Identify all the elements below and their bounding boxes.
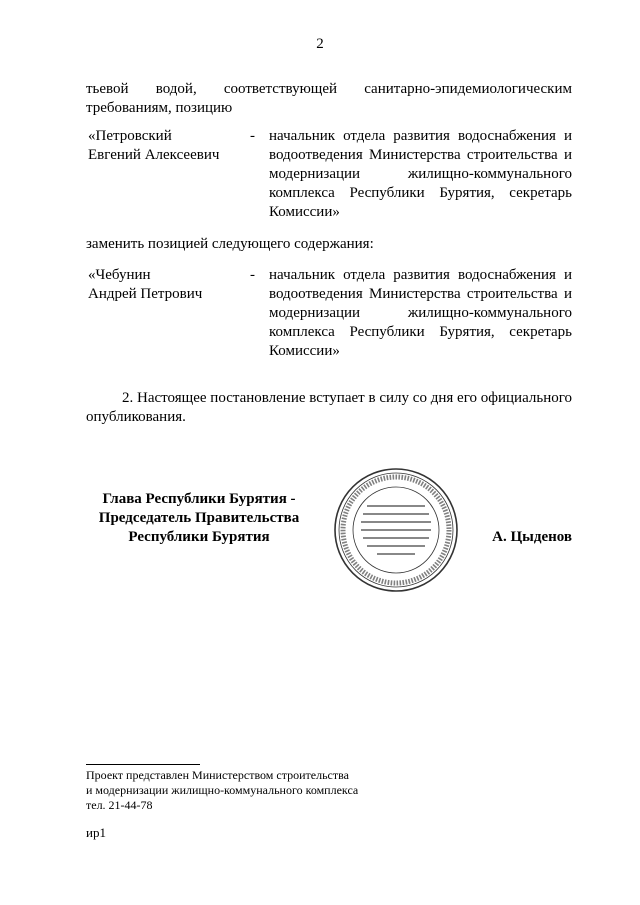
footnote-line-2: и модернизации жилищно-коммунального комплекса: [86, 783, 359, 797]
old-entry-dash: -: [250, 128, 255, 144]
document-code: ир1: [86, 825, 106, 840]
clause-2: 2. Настоящее постановление вступает в силу со дня его официального опубликования.: [86, 390, 572, 425]
old-entry-role: начальник отдела развития водоснабжения и водоотведения Министерства строительства и модернизации жилищно-коммунального комплекса Республики Бурятия, секретарь Комиссии»: [269, 128, 572, 220]
old-entry-surname: «Петровский: [88, 128, 172, 144]
old-entry-given-names: Евгений Алексеевич: [88, 147, 220, 163]
new-entry-role: начальник отдела развития водоснабжения и водоотведения Министерства строительства и модернизации жилищно-коммунального комплекса Республики Бурятия, секретарь Комиссии»: [269, 267, 572, 359]
signature-title-line-3: Республики Бурятия: [128, 529, 270, 545]
signature-title-line-2: Председатель Правительства: [98, 510, 300, 526]
new-entry-surname: «Чебунин: [88, 267, 151, 283]
footnote-phone: тел. 21-44-78: [86, 798, 153, 812]
footnote: [86, 768, 486, 813]
replace-instruction: заменить позицией следующего содержания:: [86, 236, 374, 252]
official-seal-stamp: [333, 467, 459, 593]
old-entry-person: [88, 127, 248, 165]
signatory-name: А. Цыденов: [492, 529, 572, 545]
paragraph-continuation: тьевой водой, соответствующей санитарно-эпидемиологическим требованиям, позицию: [86, 81, 572, 116]
page-number: 2: [316, 36, 324, 52]
new-entry-person: [88, 266, 248, 304]
footnote-line-1: Проект представлен Министерством строительства: [86, 768, 349, 782]
signature-title: [86, 490, 312, 547]
signature-title-line-1: Глава Республики Бурятия -: [102, 491, 296, 507]
footnote-divider: [86, 764, 200, 765]
new-entry-dash: -: [250, 267, 255, 283]
new-entry-given-names: Андрей Петрович: [88, 286, 203, 302]
